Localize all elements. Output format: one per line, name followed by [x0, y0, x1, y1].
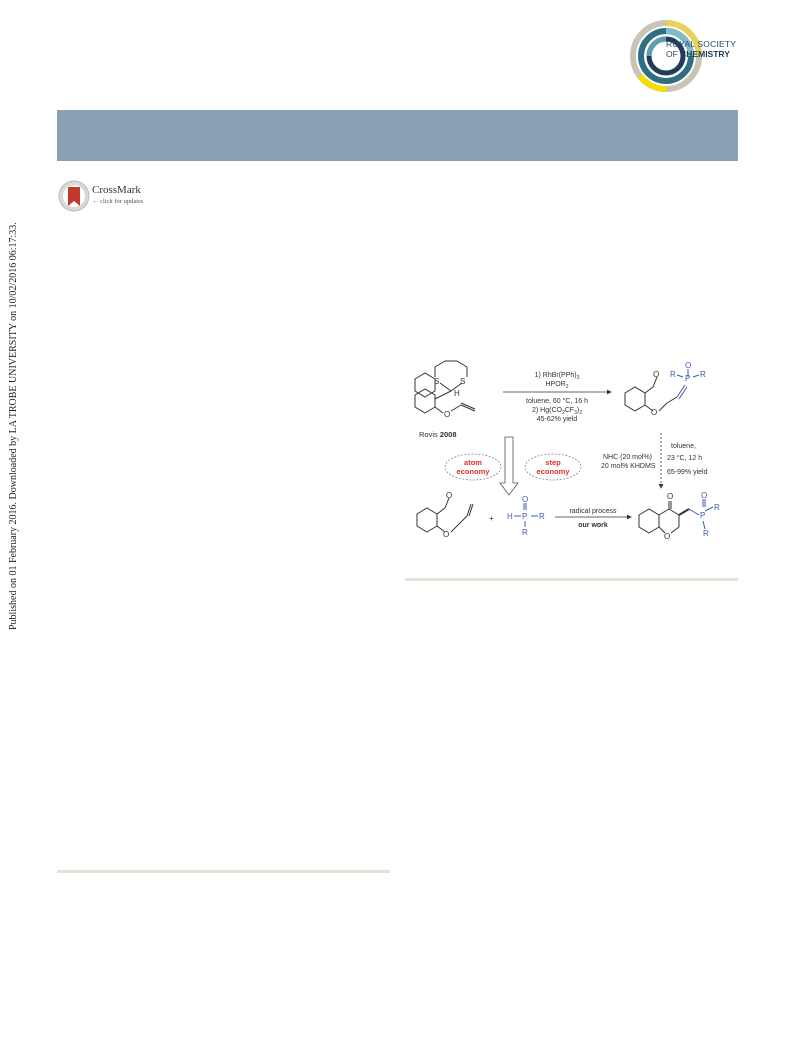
- atom-label-p-phos: P: [522, 512, 528, 521]
- atom-label-o-ether-bottom: O: [443, 530, 450, 539]
- atom-label-o-ring: O: [664, 532, 671, 541]
- condition-nhc: NHC (20 mol%): [603, 454, 653, 461]
- rsc-wordmark-prefix: OF: [666, 49, 681, 59]
- condition-phosphite: [545, 381, 568, 390]
- crossmark-title[interactable]: CrossMark: [92, 184, 141, 196]
- condition-khdms: 20 mol% KHDMS: [601, 463, 656, 470]
- rsc-wordmark: [666, 39, 736, 59]
- condition-yield-65-99: 65-99% yield: [667, 469, 708, 476]
- cond4-sub1: 2: [561, 410, 565, 416]
- crossmark-subtitle-text: click for updates: [100, 198, 144, 205]
- radical-process-label: radical process: [569, 508, 617, 515]
- atom-economy-label-1: atom: [464, 458, 482, 467]
- atom-label-r2-product: R: [703, 529, 709, 538]
- condition-toluene-60: toluene, 60 °C, 16 h: [526, 398, 588, 405]
- atom-label-o-ether-top: O: [651, 408, 658, 417]
- condition-yield-45-62: 45-62% yield: [536, 416, 578, 423]
- rovis-citation: [419, 430, 457, 439]
- atom-label-o-product: O: [701, 491, 708, 500]
- atom-label-o-phos: O: [522, 495, 529, 504]
- atom-label-r1-top: R: [670, 370, 676, 379]
- atom-label-p-product: P: [700, 511, 706, 520]
- rovis-year: 2008: [439, 430, 457, 439]
- atom-label-s1: S: [434, 377, 440, 386]
- cond2-sub: 2: [565, 384, 569, 390]
- atom-label-r-phos-1: R: [539, 512, 545, 521]
- our-work-label: our work: [578, 522, 608, 529]
- right-column-divider: [405, 578, 738, 581]
- atom-economy-label-2: economy: [456, 467, 490, 476]
- cond1-text: 1) RhBr(PPh): [534, 372, 577, 379]
- left-column-divider: [57, 870, 390, 873]
- rsc-wordmark-bold: CHEMISTRY: [680, 49, 730, 59]
- hollow-down-arrow: [500, 437, 518, 495]
- atom-label-r2-top: R: [700, 370, 706, 379]
- step-economy-label-2: economy: [536, 467, 570, 476]
- cond4-b: CF: [564, 407, 575, 414]
- cond4-sub3: 2: [579, 410, 582, 416]
- atom-label-p-top: P: [685, 374, 691, 383]
- atom-label-o-cho-top: O: [653, 370, 660, 379]
- condition-hg-salt: [532, 407, 582, 416]
- rovis-name: Rovis: [419, 430, 440, 439]
- allyloxybenzaldehyde-structure: [417, 498, 473, 532]
- atom-label-h-phos: H: [507, 512, 513, 521]
- condition-toluene-label: toluene,: [671, 443, 696, 450]
- step-economy-label-1: step: [545, 458, 561, 467]
- rsc-wordmark-line1: ROYAL SOCIETY: [666, 39, 737, 49]
- atom-label-s2: S: [460, 377, 466, 386]
- cond4-sub2: 3: [574, 410, 577, 416]
- atom-label-r-phos-2: R: [522, 528, 528, 537]
- atom-label-h: H: [454, 389, 460, 398]
- atom-label-o1: O: [444, 410, 451, 419]
- rsc-wordmark-line2: [666, 49, 736, 59]
- reaction-scheme: [405, 355, 738, 565]
- atom-label-o-cho-bottom: O: [446, 491, 453, 500]
- atom-label-r1-product: R: [714, 503, 720, 512]
- cond2-text: HPOR: [545, 381, 566, 388]
- atom-label-o-ketone: O: [667, 492, 674, 501]
- download-notice: Published on 01 February 2016. Downloaded by LA TROBE UNIVERSITY on 10/02/2016 06:17:33.: [8, 222, 19, 630]
- plus-sign: +: [489, 514, 494, 523]
- dithiane-substrate-structure: [415, 361, 475, 413]
- cond4-c: ): [576, 407, 580, 414]
- journal-header-bar: [57, 110, 738, 161]
- cond4-a: 2) Hg(CO: [532, 407, 562, 414]
- atom-label-po-top: O: [685, 361, 692, 370]
- condition-rh-catalyst: [535, 372, 580, 381]
- condition-23c-12h: 23 °C, 12 h: [667, 455, 703, 462]
- cond1-sub: 3: [576, 375, 580, 381]
- crossmark-subtitle[interactable]: ← click for updates: [92, 198, 144, 205]
